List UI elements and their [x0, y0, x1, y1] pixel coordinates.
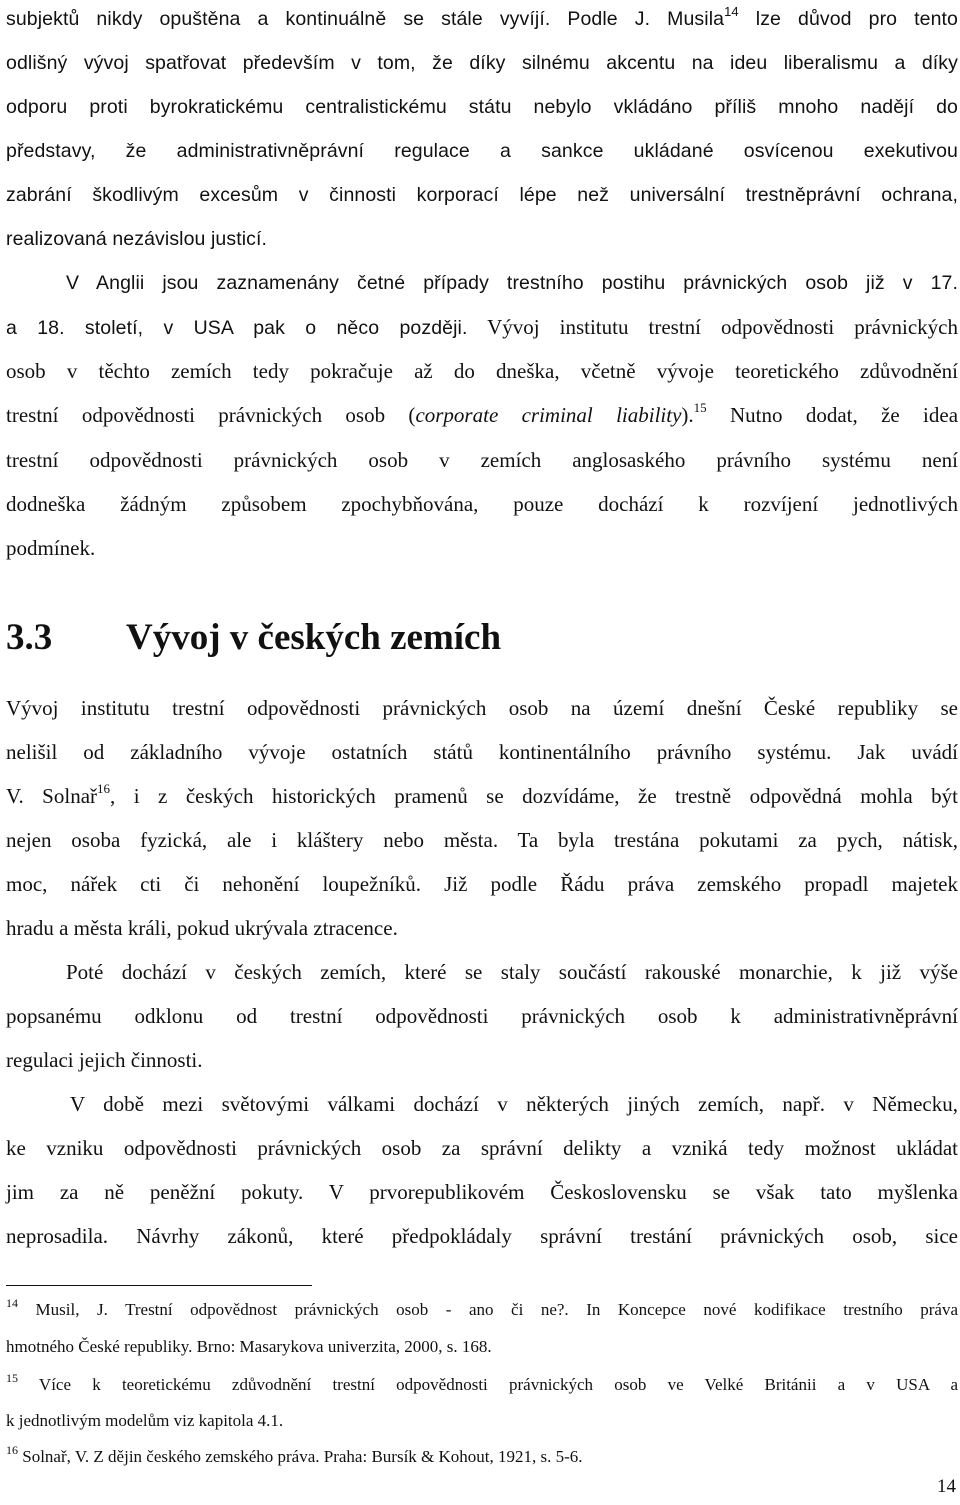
footnote-marker: 15	[6, 1371, 18, 1386]
paragraph-1-line-5: zabrání škodlivým excesům v činnosti korporací lépe než universální trestněprávní ochrana,	[6, 184, 958, 206]
footnote-ref-16[interactable]: 16	[97, 781, 111, 796]
paragraph-3-line-3	[6, 783, 958, 809]
paragraph-2-line-6: dodneška žádným způsobem zpochybňována, pouze dochází k rozvíjení jednotlivých	[6, 492, 958, 516]
text-run: Vývoj institutu trestní odpovědnosti právnických	[467, 315, 958, 339]
text-run: Nutno dodat, že idea	[706, 403, 959, 427]
text-run: a 18. století, v USA pak o něco později.	[6, 317, 468, 339]
paragraph-4-line-2: popsanému odklonu od trestní odpovědnosti právnických osob k administrativněprávní	[6, 1004, 958, 1028]
footnote-15-line-1	[6, 1371, 958, 1396]
text-run: trestní odpovědnosti právnických osob (	[6, 403, 416, 427]
paragraph-5-line-4: neprosadila. Návrhy zákonů, které předpokládaly správní trestání právnických osob, sice	[6, 1224, 958, 1248]
footnote-14-line-1	[6, 1296, 958, 1321]
paragraph-2-line-2	[6, 314, 958, 341]
text-run: , i z českých historických pramenů se dozvídáme, že trestně odpovědná mohla být	[110, 784, 958, 808]
paragraph-2-line-1: V Anglii jsou zaznamenány četné případy trestního postihu právnických osob již v 17.	[66, 272, 958, 294]
text-run: V. Solnař	[6, 784, 98, 808]
section-number: 3.3	[6, 617, 53, 658]
footnote-ref-15[interactable]: 15	[693, 400, 707, 415]
text-run: lze důvod pro tento	[738, 8, 958, 30]
paragraph-2-line-3: osob v těchto zemích tedy pokračuje až do dneška, včetně vývoje teoretického zdůvodnění	[6, 359, 958, 383]
paragraph-2-line-5: trestní odpovědnosti právnických osob v zemích anglosaského právního systému není	[6, 448, 958, 472]
paragraph-3-line-1: Vývoj institutu trestní odpovědnosti právnických osob na území dnešní České republiky se	[6, 696, 958, 720]
paragraph-3-line-2: nelišil od základního vývoje ostatních států kontinentálního právního systému. Jak uvádí	[6, 740, 958, 764]
paragraph-3-line-5: moc, nářek cti či nehonění loupežníků. Již podle Řádu práva zemského propadl majetek	[6, 872, 958, 896]
paragraph-1-line-1	[6, 3, 958, 32]
paragraph-5-line-3: jim za ně peněžní pokuty. V prvorepublikovém Československu se však tato myšlenka	[6, 1180, 958, 1204]
footnote-14-line-2: hmotného České republiky. Brno: Masarykova univerzita, 2000, s. 168.	[6, 1337, 492, 1356]
page-number: 14	[937, 1476, 956, 1497]
section-title: Vývoj v českých zemích	[126, 617, 502, 658]
footnote-ref-14[interactable]: 14	[724, 3, 739, 19]
paragraph-4-line-1: Poté dochází v českých zemích, které se staly součástí rakouské monarchie, k již výše	[66, 960, 958, 984]
paragraph-1-line-3: odporu proti byrokratickému centralistickému státu nebylo vkládáno příliš mnoho nadějí do	[6, 96, 958, 118]
text-run: subjektů nikdy opuštěna a kontinuálně se stále vyvíjí. Podle J. Musila	[6, 8, 725, 30]
paragraph-2-line-7: podmínek.	[6, 536, 96, 560]
footnote-16-line-1	[6, 1443, 958, 1468]
text-run: Solnař, V. Z dějin českého zemského práva. Praha: Bursík & Kohout, 1921, s. 5-6.	[18, 1447, 583, 1466]
paragraph-1-line-2: odlišný vývoj spatřovat především v tom, že díky silnému akcentu na ideu liberalismu a díky	[6, 52, 958, 74]
paragraph-5-line-1: V době mezi světovými válkami dochází v některých jiných zemích, např. v Německu,	[70, 1092, 958, 1116]
text-run: Více k teoretickému zdůvodnění trestní odpovědnosti právnických osob ve Velké Británii a v USA a	[18, 1375, 958, 1394]
footnote-marker: 14	[6, 1296, 18, 1311]
paragraph-5-line-2: ke vzniku odpovědnosti právnických osob za správní delikty a vzniká tedy možnost ukládat	[6, 1136, 958, 1160]
italic-term: corporate criminal liability	[415, 403, 682, 427]
paragraph-3-line-6: hradu a města králi, pokud ukrývala ztracence.	[6, 916, 398, 940]
section-heading	[6, 614, 906, 662]
footnote-marker: 16	[6, 1443, 18, 1458]
footnote-15-line-2: k jednotlivým modelům viz kapitola 4.1.	[6, 1411, 284, 1430]
paragraph-4-line-3: regulaci jejich činnosti.	[6, 1048, 203, 1072]
paragraph-3-line-4: nejen osoba fyzická, ale i kláštery nebo města. Ta byla trestána pokutami za pych, nátisk,	[6, 828, 958, 852]
paragraph-1-line-6: realizovaná nezávislou justicí.	[6, 228, 268, 250]
text-run: ).	[681, 403, 694, 427]
text-run: Musil, J. Trestní odpovědnost právnických osob - ano či ne?. In Koncepce nové kodifikace trestního práva	[18, 1300, 958, 1319]
paragraph-1-line-4: představy, že administrativněprávní regulace a sankce ukládané osvícenou exekutivou	[6, 140, 958, 162]
footnote-separator	[6, 1285, 312, 1286]
paragraph-2-line-4	[6, 402, 958, 428]
